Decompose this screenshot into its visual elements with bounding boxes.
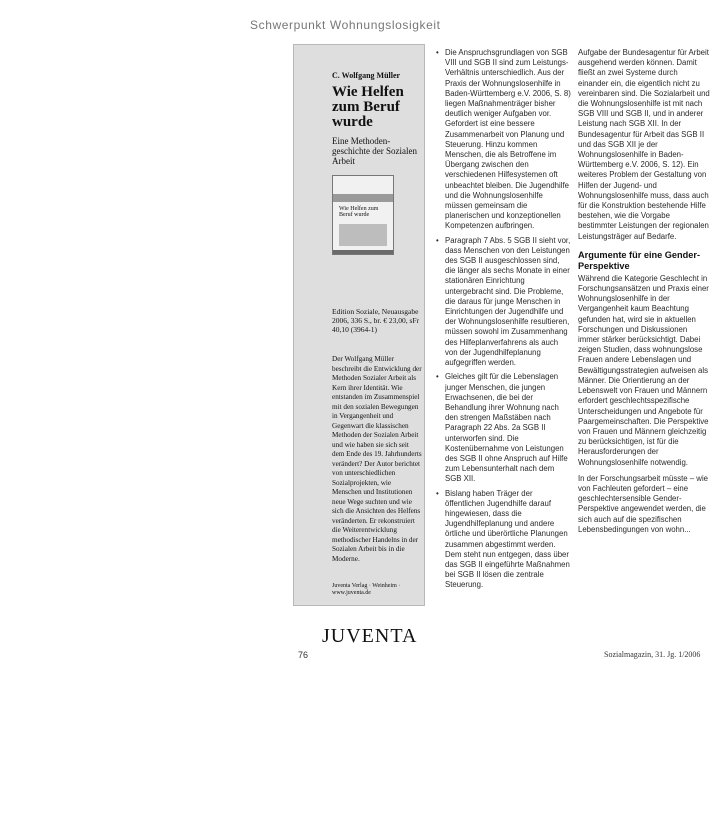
bullet-item (436, 236, 571, 369)
book-cover-photo (339, 224, 387, 246)
bullet-text: Die Anspruchsgrundlagen von SGB VIII und SGB II sind zum Leistungs-Verhältnis unterschiedlich. Aus der Praxis der Wohnungslosenhilfe in Baden-Württemberg e.V. 2006, S. 8) liegen Maßnahmenträger bisher deutlich weniger Aufgaben vor. Gefordert ist eine bessere Zusammenarbeit von Planung und Steuerung. Hinzu kommen Menschen, die als Betroffene im Übergang zwischen den verschiedenen Hilfesystemen oft unbeachtet bleiben. Die Jugendhilfe und die Wohnungslosenhilfe müssen gemeinsam die planerischen und konzeptionellen Kompetenzen aufbringen. (445, 48, 571, 231)
page-number: 76 (298, 650, 309, 660)
bullet-text: Bislang haben Träger der öffentlichen Jugendhilfe darauf hingewiesen, dass die Jugendhilfeplanung und andere örtliche und überörtliche Planungen zusammen abgestimmt werden. Dem steht nun entgegen, dass über das SGB II eingeführte Maßnahmen bei SGB II lösen die zentrale Steuerung. (445, 488, 570, 590)
book-cover-band (333, 194, 393, 202)
bullet-text: Paragraph 7 Abs. 5 SGB II sieht vor, dass Menschen von den Leistungen des SGB II ausgeschlossen sind, die länger als sechs Monate in einer stationären Einrichtung untergebracht sind. Die Probleme, die daraus für junge Menschen in Einrichtungen der Jugendhilfe und der Wohnungslosenhilfe resultieren, müssen sowohl im Zusammenhang des Hilfeplanverfahrens als auch von der Jugendhilfeplanung aufgegriffen werden. (445, 235, 571, 368)
journal-citation: Sozialmagazin, 31. Jg. 1/2006 (604, 650, 701, 659)
paragraph: Aufgabe der Bundesagentur für Arbeit ausgehend werden können. Damit fließt an zwei Systeme durch einander ein, die eigentlich nicht zu vereinbaren sind. Die Sozialarbeit und die Wohnungslosenhilfe ist mit nach SGB VIII und SGB II, und in anderer Leistung nach SGB XII. In der Bundesagentur für Arbeit das SGB II und das SGB XII je der Wohnungslosenhilfe in Baden-Württemberg e.V. 2006, S. 12). Ein weiteres Problem der Gestaltung von Hilfen der Jugend- und Wohnungslosenhilfe muss, dass auch für die Konstruktion bestehende Hilfe bestehen, wie die Vorgabe bestimmter Leistungen der regionalen Leistungsträger auf Bedarfe. (578, 48, 710, 241)
book-cover-bar (333, 250, 393, 255)
paragraph: Während die Kategorie Geschlecht in Forschungsansätzen und Praxis einer Wohnungslosenhilfe in der Vergangenheit kaum Beachtung gefunden hat, wird sie in aktuellen Forschungen und Diskussionen immer stärker berücksichtigt. Dabei zeigen Studien, dass wohnungslose Frauen andere Lebenslagen und Bewältigungsstrategien aufweisen als Männer. Die Orientierung an der Lebenswelt von Frauen und Männern erfordert geschlechtsspezifische Unterscheidungen und Angebote für Paargemeinschaften. Die Perspektive von Frauen und Männern gleichzeitig zu berücksichtigen, ist für die Herausforderungen der Wohnungslosenhilfe notwendig. (578, 273, 709, 467)
book-cover-title: Wie Helfen zum Beruf wurde (339, 206, 379, 218)
section-heading: Argumente für eine Gender-Perspektive (578, 249, 701, 271)
book-advertisement (293, 44, 425, 647)
bullet-item (436, 489, 571, 591)
page-header: Schwerpunkt Wohnungslosigkeit (250, 18, 441, 32)
article-column-right (578, 48, 710, 541)
bullet-item (436, 372, 571, 484)
publisher-logo: JUVENTA (322, 625, 418, 647)
ad-description: Der Wolfgang Müller beschreibt die Entwicklung der Methoden Sozialer Arbeit als Kern ihrer Identität. Wie entstanden im Zusammenspiel mit den sozialen Bewegungen in Vergangenheit und Gegenwart die klassischen Methoden der Sozialen Arbeit und wie haben sie sich seit dem Ende des 19. Jahrhunderts verändert? Der Autor berichtet von unterschiedlichen Sozialprojekten, wie Menschen und Institutionen neue Wege suchten und wie sich die Ansichten des Helfens veränderten. Er rekonstruiert die Weiterentwicklung methodischer Handelns in der Sozialen Arbeit bis in die Moderne. (332, 355, 422, 563)
ad-title: Wie Helfen zum Beruf wurde (332, 84, 404, 130)
article-column-middle (436, 48, 571, 595)
ad-publisher-link: Juventa Verlag · Weinheim · www.juventa.de (332, 583, 401, 596)
bullet-item (436, 48, 571, 232)
book-cover-image (332, 175, 394, 255)
paragraph: In der Forschungsarbeit müsste – wie von Fachleuten gefordert – eine geschlechtersensible Gender-Perspektive angewendet werden, die sich auch auf die spezifischen Lebensbedingungen von wohn... (578, 473, 709, 534)
ad-publication-info: Edition Soziale, Neuausgabe 2006, 336 S., br. € 23,00, sFr 40,10 (3964-1) (332, 307, 420, 334)
bullet-icon: • (436, 488, 439, 498)
bullet-icon: • (436, 372, 439, 382)
ad-author: C. Wolfgang Müller (332, 71, 401, 80)
bullet-icon: • (436, 48, 439, 57)
bullet-text: Gleiches gilt für die Lebenslagen junger Menschen, die jungen Erwachsenen, die bei der Behandlung ihrer Wohnung nach den strengen Maßstäben nach Paragraph 22 Abs. 2a SGB II unterworfen sind. Die Kostenübernahme von Leistungen des SGB II ohne Anspruch auf Hilfe zum Lebensunterhalt nach dem SGB XII. (445, 372, 568, 484)
ad-subtitle: Eine Methoden-geschichte der Sozialen Arbeit (332, 136, 417, 166)
bullet-icon: • (436, 235, 439, 245)
